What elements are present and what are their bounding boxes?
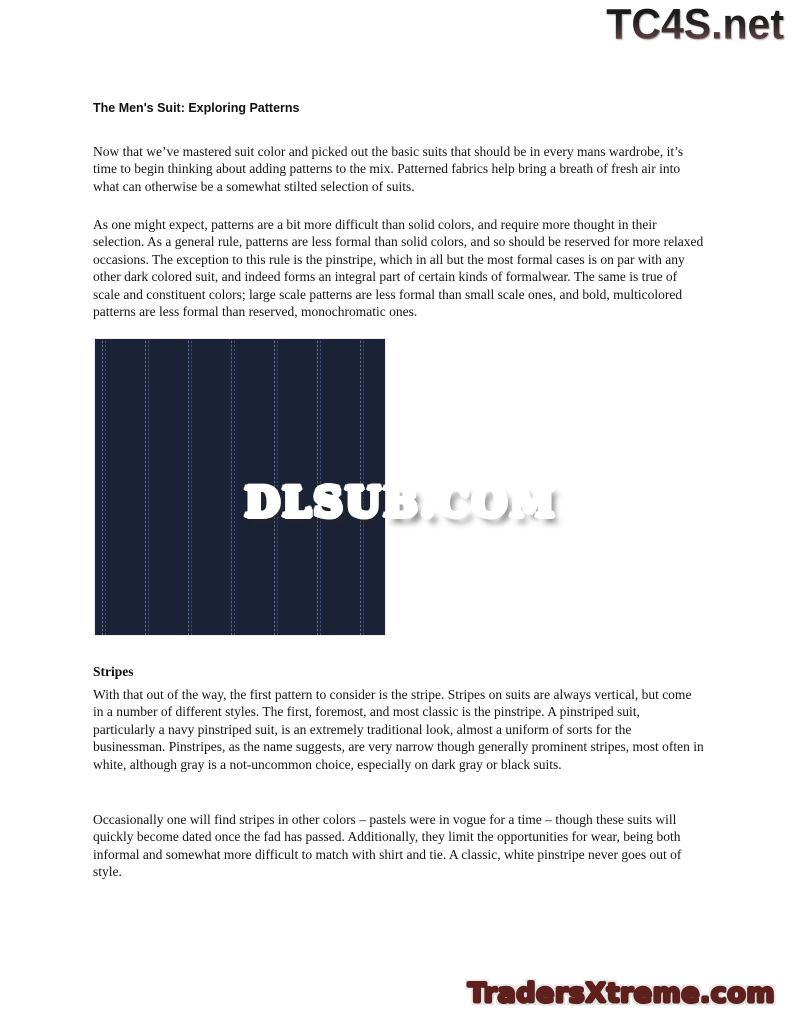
intro-paragraph-1: Now that we’ve mastered suit color and picked out the basic suits that should be in every mans wardrobe, it’s time to begin thinking about adding patterns to the mix. Patterned fabrics help bring a breath of fresh air into what can otherwise be a somewhat stilted selection of suits. bbox=[93, 143, 684, 194]
site-logo-tc4s[interactable]: TC4S.net bbox=[606, 0, 784, 48]
footer-logo-tradersxtreme[interactable]: TradersXtreme.com bbox=[467, 978, 775, 1009]
intro-paragraph-2: As one might expect, patterns are a bit more difficult than solid colors, and require more thought in their selection. As a general rule, patterns are less formal than solid colors, and so should be reserved for more relaxed occasions. The exception to this rule is the pinstripe, which in all but the most formal cases is on par with any other dark colored suit, and indeed forms an integral part of certain kinds of formalwear. The same is true of scale and constituent colors; large scale patterns are less formal than small scale ones, and bold, multicolored patterns are less formal than reserved, monochromatic ones. bbox=[93, 216, 704, 320]
article-title: The Men's Suit: Exploring Patterns bbox=[93, 101, 300, 116]
dlsub-watermark: DLSUB.COM bbox=[241, 483, 561, 523]
section-heading-stripes: Stripes bbox=[93, 664, 134, 680]
stripes-paragraph-2: Occasionally one will find stripes in other colors – pastels were in vogue for a time – though these suits will quickly become dated once the fad has passed. Additionally, they limit the opportunities for wear, being both informal and somewhat more difficult to match with shirt and tie. A classic, white pinstripe never goes out of style. bbox=[93, 811, 682, 880]
stripes-paragraph-1: With that out of the way, the first pattern to consider is the stripe. Stripes on suits are always vertical, but come in a number of different styles. The first, foremost, and most classic is the pinstripe. A pinstriped suit, particularly a navy pinstriped suit, is an extremely traditional look, almost a uniform of sorts for the businessman. Pinstripes, as the name suggests, are very narrow though generally prominent stripes, most often in white, although gray is a not-uncommon choice, especially on dark gray or black suits. bbox=[93, 686, 704, 772]
